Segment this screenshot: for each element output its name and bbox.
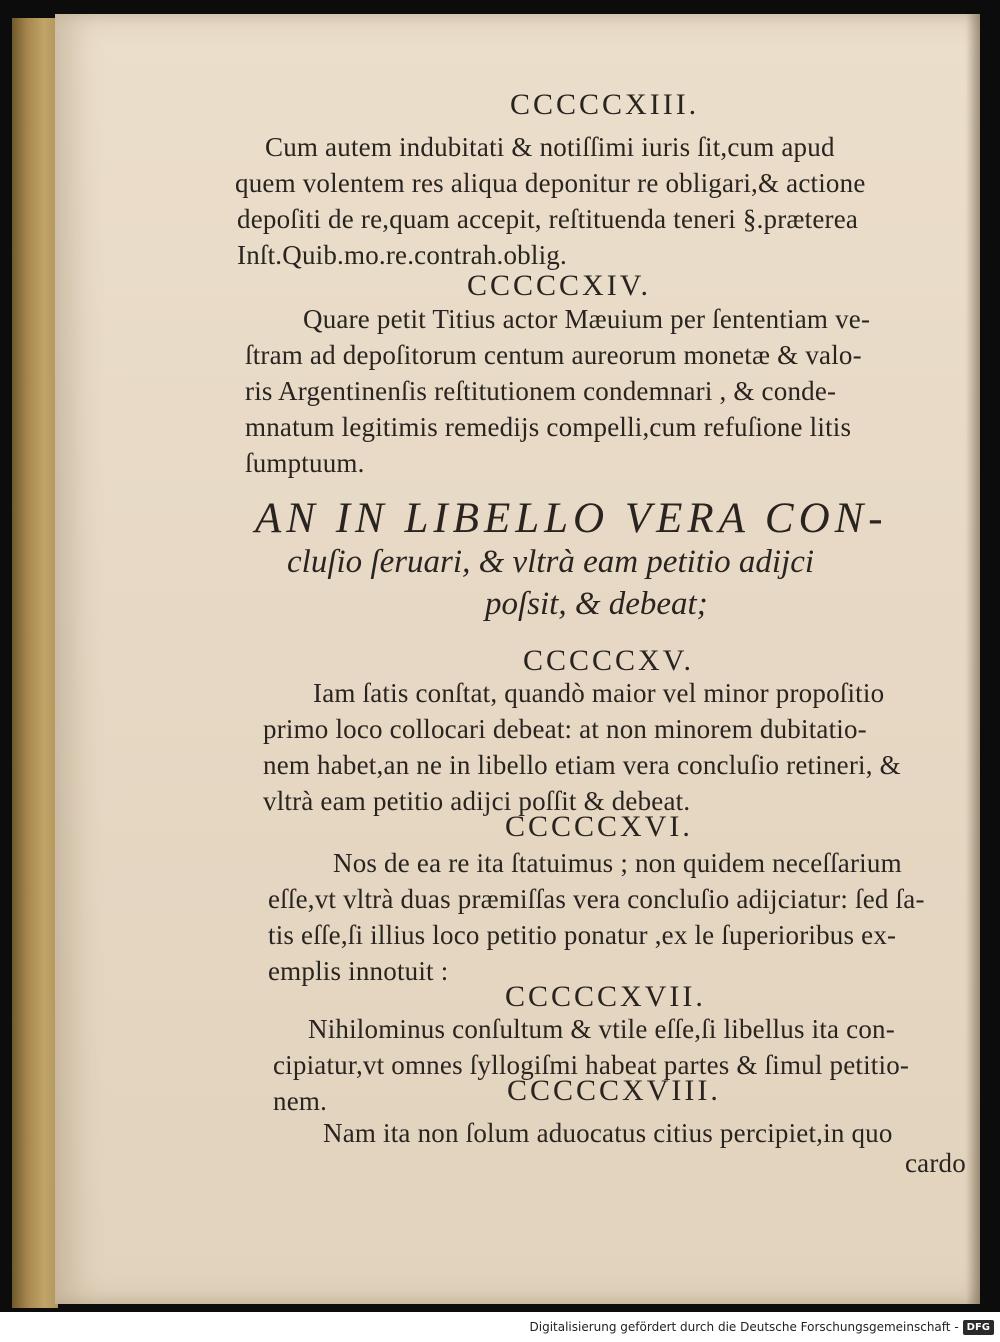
text-line: quem volentem res aliqua deponitur re obligari,& actione xyxy=(235,168,866,198)
dfg-logo-icon: DFG xyxy=(963,1320,994,1335)
section-heading: AN IN LIBELLO VERA CON- xyxy=(255,495,888,542)
section-heading: poſsit, & debeat; xyxy=(485,586,708,622)
text-line: Nihilominus conſultum & vtile eſſe,ſi libellus ita con- xyxy=(308,1014,895,1044)
section-number-413: CCCCCXIII. xyxy=(510,88,700,121)
section-number-415: CCCCCXV. xyxy=(523,644,695,677)
catchword: cardo xyxy=(905,1148,966,1178)
text-line: Inſt.Quib.mo.re.contrah.oblig. xyxy=(237,240,567,270)
text-line: depoſiti de re,quam accepit, reſtituenda teneri §.præterea xyxy=(237,204,859,234)
text-line: cipiatur,vt omnes ſyllogiſmi habeat partes & ſimul petitio- xyxy=(273,1050,910,1080)
section-number-418: CCCCCXVIII. xyxy=(507,1074,721,1107)
digitization-footer xyxy=(0,1312,1000,1342)
text-line: nem habet,an ne in libello etiam vera concluſio retineri, & xyxy=(263,750,901,780)
text-line: eſſe,vt vltrà duas præmiſſas vera concluſio adijciatur: ſed ſa- xyxy=(268,884,925,914)
section-number-414: CCCCCXIV. xyxy=(467,269,652,302)
text-line: Cum autem indubitati & notiſſimi iuris ſit,cum apud xyxy=(265,132,835,162)
text-line: ſtram ad depoſitorum centum aureorum monetæ & valo- xyxy=(245,340,862,370)
text-line: mnatum legitimis remedijs compelli,cum refuſione litis xyxy=(245,412,852,442)
text-line: primo loco collocari debeat: at non minorem dubitatio- xyxy=(263,714,867,744)
text-line: ſumptuum. xyxy=(245,448,365,478)
text-line: vltrà eam petitio adijci poſſit & debeat. xyxy=(263,786,691,816)
text-line: nem. xyxy=(273,1086,328,1116)
text-line: Nos de ea re ita ſtatuimus ; non quidem neceſſarium xyxy=(333,848,902,878)
text-line: emplis innotuit : xyxy=(268,956,449,986)
section-number-416: CCCCCXVI. xyxy=(505,810,693,843)
funding-notice: Digitalisierung gefördert durch die Deutsche Forschungsgemeinschaft - xyxy=(529,1320,959,1334)
text-line: Iam ſatis conſtat, quandò maior vel minor propoſitio xyxy=(313,678,885,708)
section-number-417: CCCCCXVII. xyxy=(505,980,706,1013)
text-line: ris Argentinenſis reſtitutionem condemnari , & conde- xyxy=(245,376,837,406)
page-edge-shadow xyxy=(966,14,980,1304)
text-line: tis eſſe,ſi illius loco petitio ponatur ,ex le ſuperioribus ex- xyxy=(268,920,897,950)
section-heading: cluſio ſeruari, & vltrà eam petitio adijci xyxy=(287,544,815,580)
book-page xyxy=(55,14,980,1304)
book-spine xyxy=(12,18,58,1308)
text-line: Quare petit Titius actor Mæuium per ſententiam ve- xyxy=(303,304,871,334)
text-line: Nam ita non ſolum aduocatus citius percipiet,in quo xyxy=(323,1118,893,1148)
